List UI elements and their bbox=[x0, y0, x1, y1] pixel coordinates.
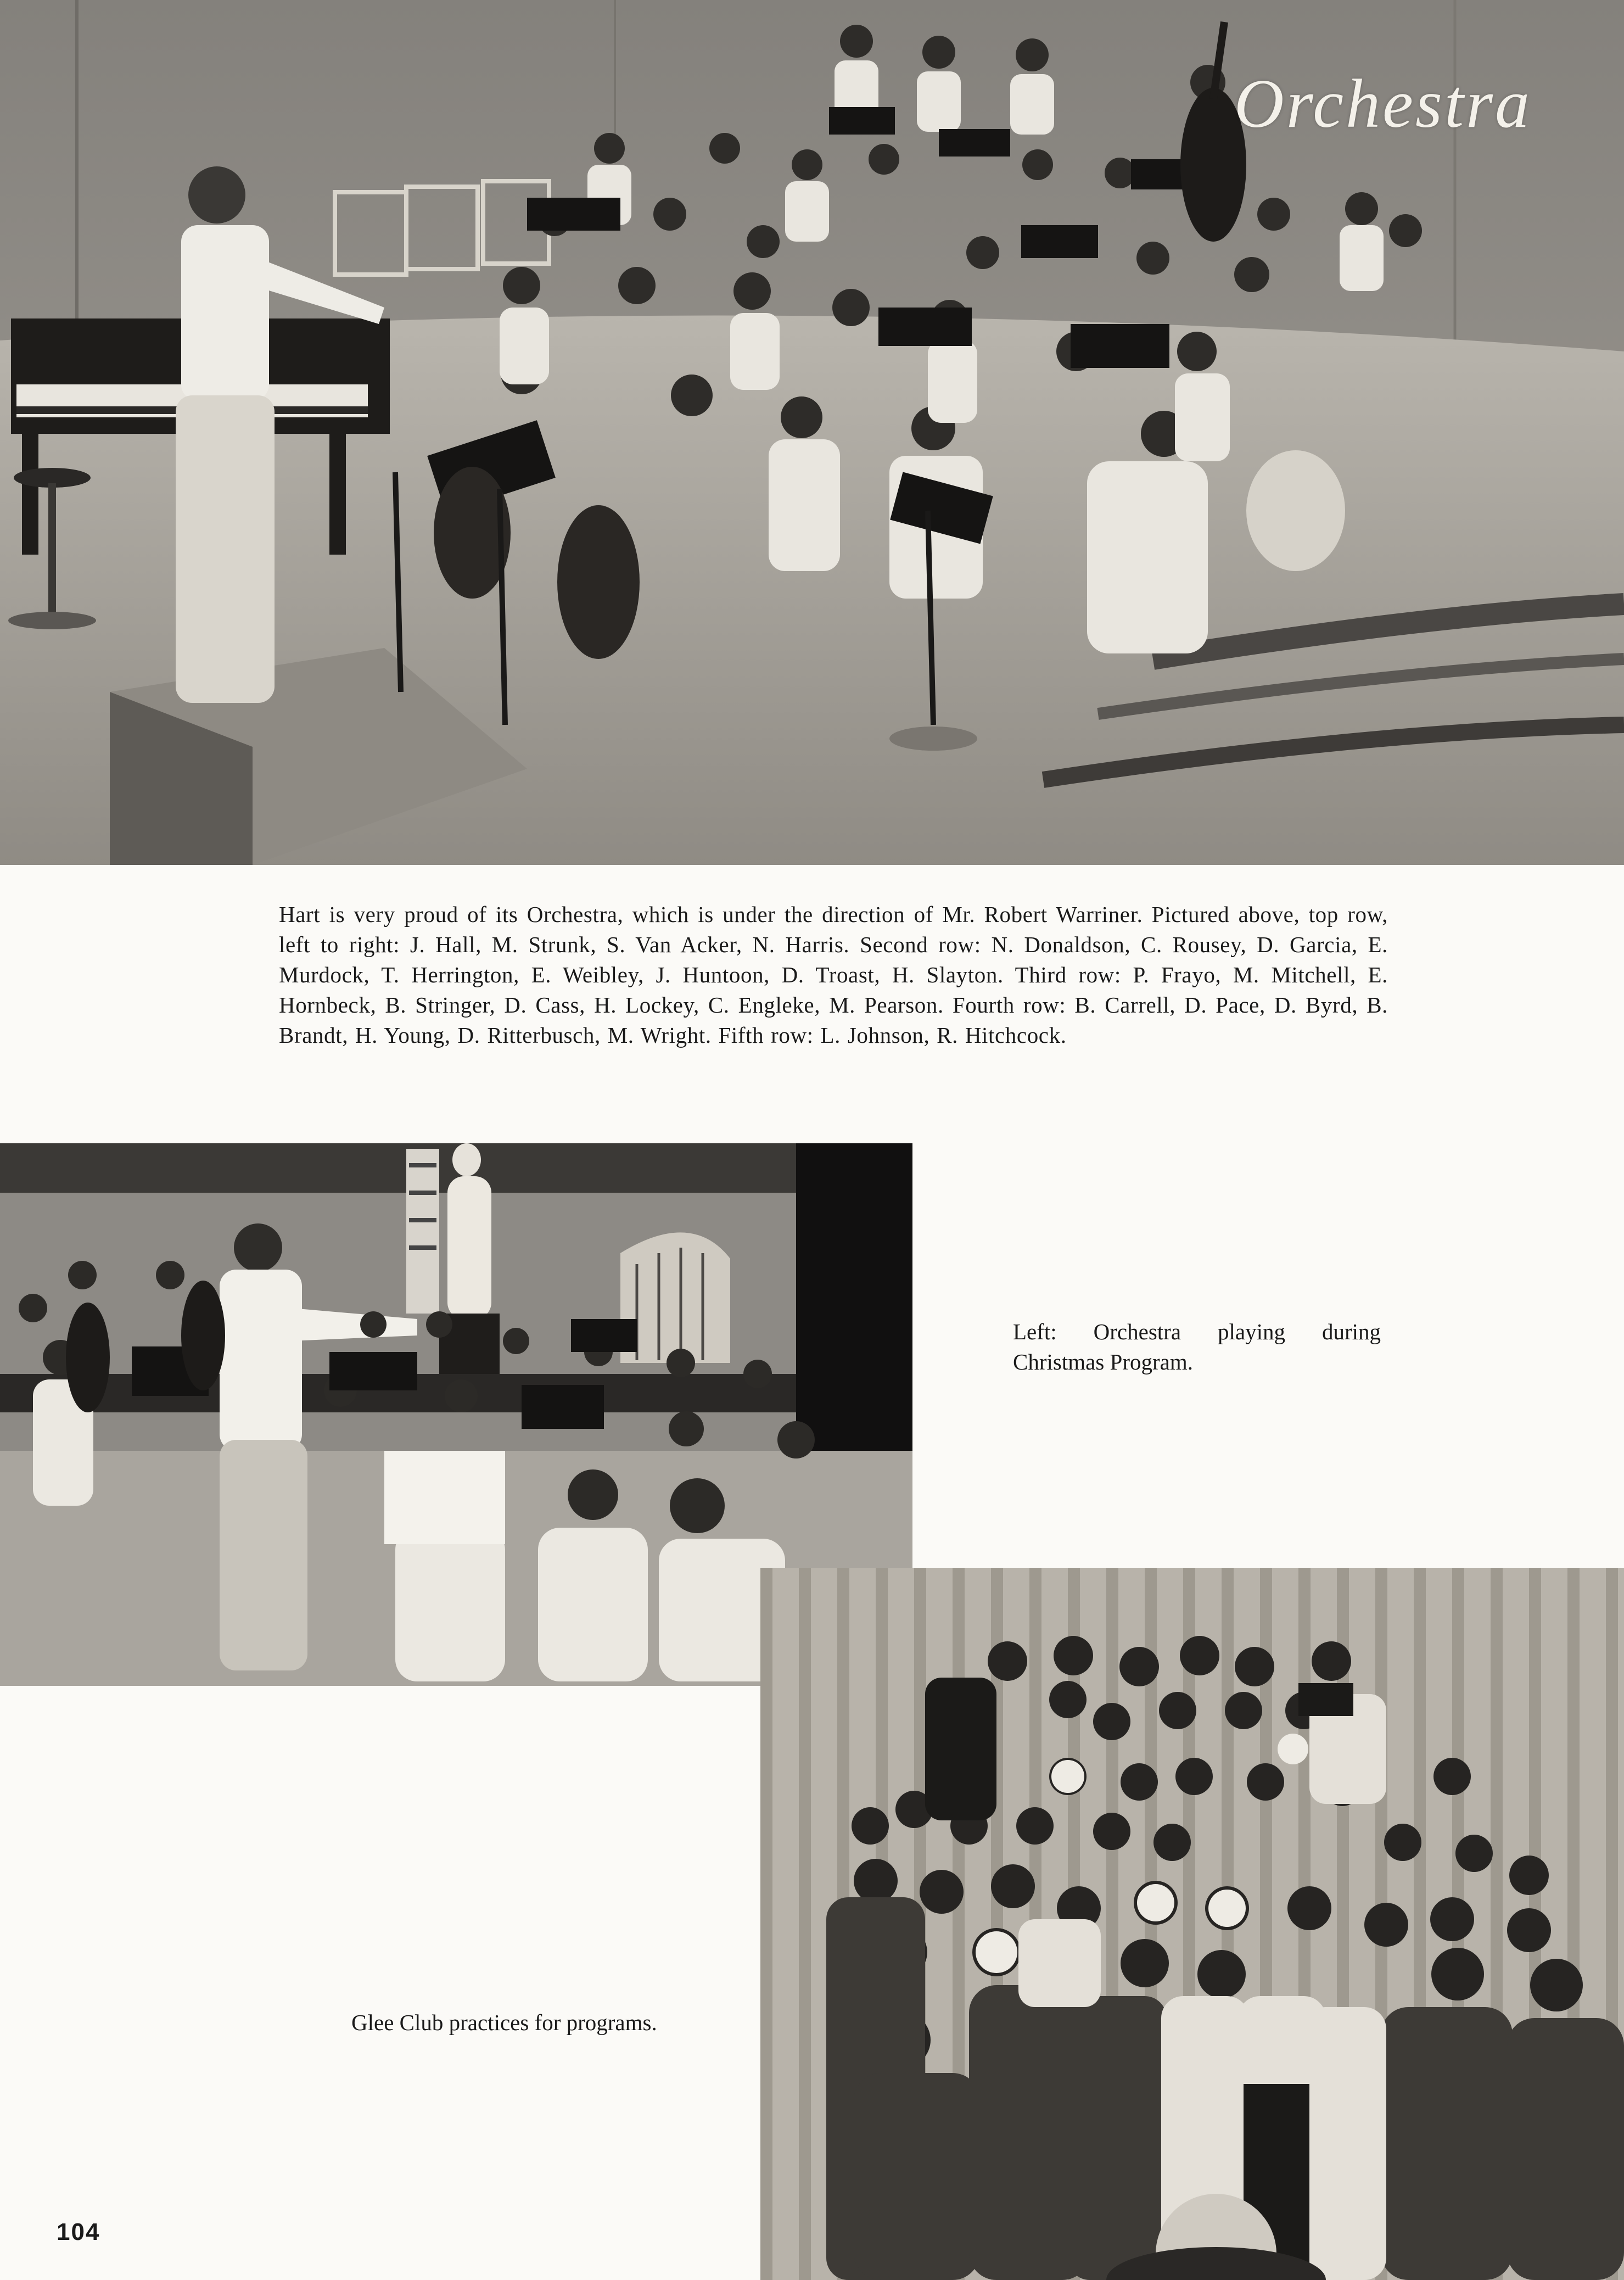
orchestra-caption: Hart is very proud of its Orchestra, which is under the direction of Mr. Robert Warriner. Pictured above, top row, left to right: J. Hall, M. Strunk, S. Van Acker, N. Harris. Second row: N. Donaldson, C. Rousey, D. Garcia, E. Murdock, T. Herrington, E. Weibley, J. Huntoon, D. Troast, H. Slayton. Third row: P. Frayo, M. Mitchell, E. Hornbeck, B. Stringer, D. Cass, H. Lockey, C. Engleke, M. Pearson. Fourth row: B. Carrell, D. Pace, D. Byrd, B. Brandt, H. Young, D. Ritterbusch, M. Wright. Fifth row: L. Johnson, R. Hitchcock. bbox=[279, 902, 1388, 1048]
page-number: 104 bbox=[57, 2218, 100, 2245]
glee-club-photo bbox=[760, 1568, 1624, 2280]
glee-club-caption: Glee Club practices for programs. bbox=[351, 2010, 657, 2035]
orchestra-rehearsal-photo bbox=[0, 0, 1624, 865]
section-title: Orchestra bbox=[1234, 66, 1532, 142]
christmas-caption: Left: Orchestra playing during Christmas Program. bbox=[1013, 1319, 1381, 1374]
glee-photo-art bbox=[760, 1568, 1624, 2280]
